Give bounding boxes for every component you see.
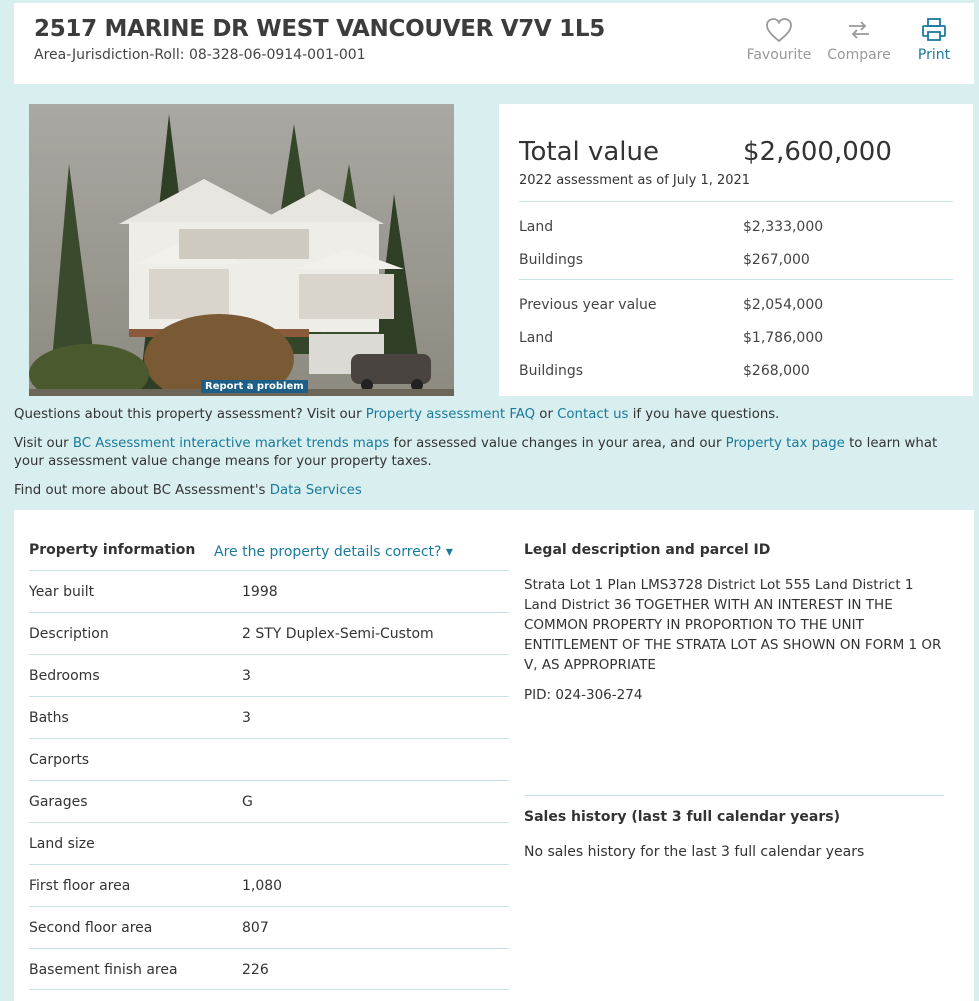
assessment-date: 2022 assessment as of July 1, 2021 <box>519 173 751 188</box>
row-label: First floor area <box>29 878 131 894</box>
compare-icon <box>845 17 873 43</box>
legal-description-text: Strata Lot 1 Plan LMS3728 District Lot 555 Land District 1 Land District 36 TOGETHER WITH AN INTEREST IN THE COMMON PROPERTY IN PROPORTION TO THE UNIT ENTITLEMENT OF THE STRATA LOT AS SHOWN ON FORM 1 OR V, AS APPROPRIATE <box>524 577 942 673</box>
row-value: 1998 <box>242 584 278 600</box>
divider <box>519 201 953 202</box>
total-value: $2,600,000 <box>743 137 892 167</box>
market-trends-paragraph <box>14 435 964 471</box>
row-label: Garages <box>29 794 88 810</box>
previous-year-label: Previous year value <box>519 297 657 313</box>
favourite-button[interactable] <box>744 17 814 63</box>
value-panel <box>499 104 973 396</box>
row-label: Year built <box>29 584 95 600</box>
row-label: Second floor area <box>29 920 153 936</box>
previous-land-label: Land <box>519 330 554 346</box>
previous-year-value: $2,054,000 <box>743 297 824 313</box>
property-address: 2517 MARINE DR WEST VANCOUVER V7V 1L5 <box>34 16 605 42</box>
row-value: 226 <box>242 962 269 978</box>
row-value: 1,080 <box>242 878 283 894</box>
row-label: Baths <box>29 710 69 726</box>
property-details-panel <box>14 510 974 1001</box>
table-row <box>29 780 509 822</box>
print-button[interactable] <box>909 17 959 63</box>
data-services-link[interactable]: Data Services <box>269 483 362 498</box>
row-label: Description <box>29 626 109 642</box>
parcel-id: PID: 024-306-274 <box>524 687 643 703</box>
table-row <box>29 948 509 990</box>
questions-text: if you have questions. <box>628 407 780 422</box>
property-tax-link[interactable]: Property tax page <box>725 436 845 451</box>
table-row <box>29 612 509 654</box>
data-services-paragraph <box>14 482 964 500</box>
previous-land-value: $1,786,000 <box>743 330 824 346</box>
row-value: 2 STY Duplex-Semi-Custom <box>242 626 434 642</box>
market-text: for assessed value changes in your area, and our <box>389 436 726 451</box>
table-row <box>29 570 509 612</box>
heart-icon <box>765 17 793 43</box>
row-value: 3 <box>242 710 251 726</box>
market-text: to learn what your assessment value change means for your property taxes. <box>14 436 938 469</box>
legal-description-heading: Legal description and parcel ID <box>524 542 771 558</box>
row-value: 3 <box>242 668 251 684</box>
property-header <box>14 3 974 84</box>
previous-buildings-label: Buildings <box>519 363 584 379</box>
favourite-label: Favourite <box>746 47 812 63</box>
market-text: Visit our <box>14 436 73 451</box>
buildings-value: $267,000 <box>743 252 810 268</box>
row-value: G <box>242 794 253 810</box>
table-row <box>29 906 509 948</box>
row-label: Bedrooms <box>29 668 100 684</box>
questions-text: or <box>535 407 558 422</box>
table-row <box>29 738 509 780</box>
printer-icon <box>920 17 948 43</box>
land-label: Land <box>519 219 554 235</box>
divider <box>524 795 944 796</box>
contact-us-link[interactable]: Contact us <box>557 407 629 422</box>
report-problem-link[interactable]: Report a problem <box>201 380 308 393</box>
sales-history-text: No sales history for the last 3 full calendar years <box>524 844 865 860</box>
table-row <box>29 696 509 738</box>
compare-label: Compare <box>827 47 891 63</box>
property-information-heading: Property information <box>29 542 196 558</box>
data-services-text: Find out more about BC Assessment's <box>14 483 270 498</box>
faq-link[interactable]: Property assessment FAQ <box>365 407 536 422</box>
questions-text: Questions about this property assessment? Visit our <box>14 407 366 422</box>
table-row <box>29 822 509 864</box>
buildings-label: Buildings <box>519 252 584 268</box>
table-row <box>29 864 509 906</box>
property-photo <box>29 104 454 396</box>
row-label: Basement finish area <box>29 962 178 978</box>
row-label: Carports <box>29 752 90 768</box>
row-label: Land size <box>29 836 95 852</box>
divider <box>519 279 953 280</box>
market-trends-link[interactable]: BC Assessment interactive market trends maps <box>72 436 390 451</box>
property-details-correct-dropdown[interactable]: Are the property details correct? ▾ <box>214 544 453 560</box>
row-value: 807 <box>242 920 269 936</box>
total-value-label: Total value <box>519 137 660 167</box>
area-jurisdiction-roll: Area-Jurisdiction-Roll: 08-328-06-0914-001-001 <box>34 47 366 63</box>
table-row <box>29 654 509 696</box>
land-value: $2,333,000 <box>743 219 824 235</box>
print-label: Print <box>917 47 951 63</box>
previous-buildings-value: $268,000 <box>743 363 810 379</box>
sales-history-heading: Sales history (last 3 full calendar years) <box>524 809 840 825</box>
compare-button[interactable] <box>824 17 894 63</box>
questions-paragraph <box>14 406 964 424</box>
